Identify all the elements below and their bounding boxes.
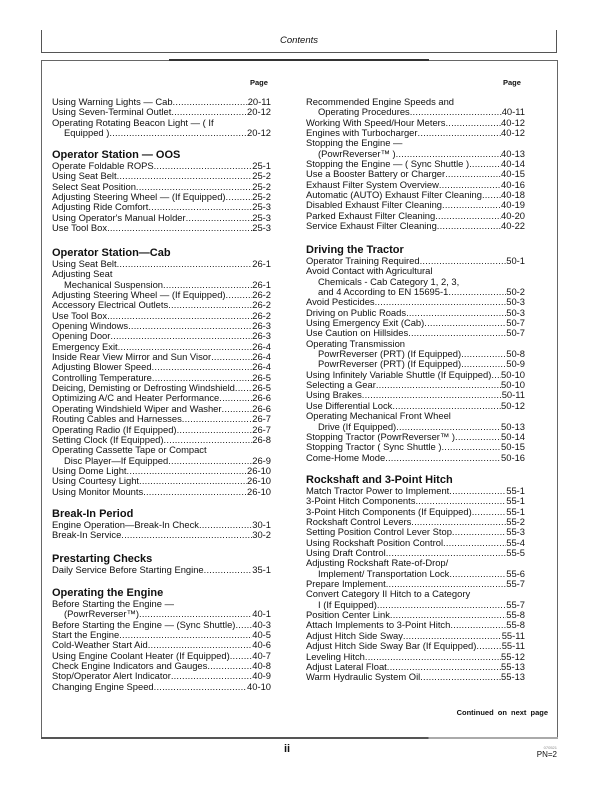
entry-page-number: 26-1 (252, 278, 271, 290)
entry-title: PowrReverser (PRT) (If Equipped) (318, 348, 462, 360)
entry-page-number: 40-14 (501, 158, 525, 170)
entry-title: (PowrReverser™ ) (318, 147, 396, 159)
entry-title: PowrReverser (PRT) (If Equipped) (318, 358, 462, 370)
entry-title: Operating Procedures (318, 106, 410, 118)
entry-title: Disabled Exhaust Filter Cleaning (306, 199, 443, 211)
dot-leader (476, 641, 501, 651)
entry-page-number: 26-5 (252, 371, 271, 383)
entry-title: Warm Hydraulic System Oil (306, 671, 421, 683)
entry-title: Check Engine Indicators and Gauges (52, 660, 208, 672)
entry-page-number: 55-1 (506, 505, 525, 517)
entry-title: Using Operator's Manual Holder (52, 211, 186, 223)
entry-page-number: 55-8 (506, 609, 525, 621)
dot-leader (385, 453, 501, 463)
toc-section (52, 97, 271, 138)
dot-leader (437, 221, 501, 231)
toc-section (52, 247, 271, 497)
toc-section (306, 474, 525, 683)
dot-leader (107, 223, 252, 233)
entry-title: Use Differential Lock (306, 399, 393, 411)
frame-top-rule (169, 59, 429, 61)
dot-leader (455, 432, 501, 442)
entry-page-number: 55-7 (506, 578, 525, 590)
section-heading: Operating the Engine (52, 587, 164, 599)
entry-page-number: 40-10 (247, 680, 271, 692)
dot-leader (418, 128, 501, 138)
dot-leader (445, 169, 501, 179)
dot-leader (461, 349, 506, 359)
page-column-label-left: Page (250, 78, 268, 87)
entry-title: Engines with Turbocharger (306, 127, 418, 139)
entry-page-number: 40-16 (501, 178, 525, 190)
entry-page-number: 55-3 (506, 526, 525, 538)
entry-title: Operating Mechanical Front Wheel (306, 410, 451, 422)
section-heading: Operator Station—Cab (52, 247, 171, 259)
entry-page-number: 55-2 (506, 516, 525, 528)
entry-page-number: 26-4 (252, 351, 271, 363)
dot-leader (420, 256, 507, 266)
entry-page-number: 26-7 (252, 413, 271, 425)
toc-entry[interactable] (52, 476, 271, 486)
dot-leader (128, 321, 252, 331)
toc-entry[interactable] (52, 682, 271, 692)
entry-title: Operating Windshield Wiper and Washer (52, 402, 222, 414)
dot-leader (173, 97, 248, 107)
entry-page-number: 55-8 (506, 619, 525, 631)
dot-leader (211, 352, 252, 362)
dot-leader (235, 383, 252, 393)
dot-leader (168, 456, 252, 466)
toc-section (306, 97, 525, 231)
entry-page-number: 50-14 (501, 430, 525, 442)
entry-title: Drive (If Equipped) (318, 420, 397, 432)
entry-page-number: 50-3 (506, 306, 525, 318)
entry-page-number: 26-3 (252, 330, 271, 342)
entry-title: Use Tool Box (52, 222, 108, 234)
entry-page-number: 26-1 (252, 258, 271, 269)
dot-leader (109, 128, 247, 138)
toc-entry[interactable] (306, 672, 525, 682)
entry-title: Using Seven-Terminal Outlet (52, 106, 172, 118)
entry-title: (PowrReverser™) (64, 608, 140, 620)
entry-page-number: 50-7 (506, 317, 525, 329)
toc-entry[interactable] (306, 453, 525, 463)
frame-bottom-rule (41, 737, 558, 739)
entry-title: Using Engine Coolant Heater (If Equipped) (52, 649, 230, 661)
entry-title: Using Brakes (306, 389, 362, 401)
section-heading: Operator Station — OOS (52, 149, 181, 161)
entry-page-number: 40-5 (252, 629, 271, 641)
dot-leader (117, 171, 253, 181)
section-heading: Rockshaft and 3-Point Hitch (306, 474, 453, 486)
toc-entry[interactable] (52, 530, 271, 540)
entry-title: Using Draft Control (306, 547, 386, 559)
dot-leader (376, 380, 501, 390)
toc-section (52, 553, 271, 575)
entry-page-number: 40-18 (501, 189, 525, 201)
entry-page-number: 40-11 (501, 106, 525, 118)
entry-page-number: 50-7 (506, 327, 525, 339)
entry-title: Break-In Service (52, 529, 122, 541)
entry-title: Implement/ Transportation Lock (318, 567, 450, 579)
entry-title: Stopping Tractor ( Sync Shuttle ) (306, 441, 442, 453)
dot-leader (377, 600, 506, 610)
dot-leader (449, 486, 506, 496)
continued-note: Continued on next page (456, 708, 548, 717)
dot-leader (107, 311, 252, 321)
entry-page-number: 26-7 (252, 423, 271, 435)
entry-title: Opening Door (52, 330, 111, 342)
toc-entry[interactable] (52, 445, 271, 455)
dot-leader (226, 192, 253, 202)
dot-leader (226, 290, 253, 300)
entry-page-number: 20-11 (247, 96, 271, 107)
dot-leader (117, 259, 253, 269)
dot-leader (177, 425, 253, 435)
entry-page-number: 26-4 (252, 361, 271, 373)
entry-page-number: 50-12 (501, 399, 525, 411)
entry-page-number: 55-6 (506, 567, 525, 579)
entry-page-number: 40-13 (501, 147, 525, 159)
entry-page-number: 35-1 (252, 564, 271, 575)
page-folio: ii (284, 743, 291, 755)
entry-page-number: 50-8 (506, 348, 525, 360)
dot-leader (441, 442, 501, 452)
entry-title: Leveling Hitch (306, 650, 365, 662)
entry-title: Operating Rotating Beacon Light — ( If (52, 116, 214, 128)
entry-title: Operating Transmission (306, 337, 405, 349)
entry-title: Setting Position Control Lever Stop (306, 526, 452, 538)
entry-title: Chemicals - Cab Category 1, 2, 3, (318, 275, 460, 287)
entry-title: Adjusting Ride Comfort (52, 201, 149, 213)
dot-leader (154, 682, 247, 692)
entry-title: Operator Training Required (306, 255, 420, 266)
entry-title: Start the Engine (52, 629, 120, 641)
entry-page-number: 26-8 (252, 433, 271, 445)
entry-title: Stopping Tractor (PowrReverser™ ) (306, 430, 456, 442)
header-title: Contents (279, 35, 319, 46)
page-column-label-right: Page (503, 78, 521, 87)
dot-leader (186, 213, 253, 223)
entry-title: Select Seat Position (52, 180, 136, 192)
entry-title: Using Warning Lights — Cab (52, 96, 173, 107)
entry-page-number: 55-11 (501, 640, 525, 652)
entry-page-number: 26-2 (252, 309, 271, 321)
entry-page-number: 55-13 (501, 671, 525, 683)
entry-page-number: 26-10 (247, 485, 271, 497)
entry-title: 3-Point Hitch Components (If Equipped) (306, 505, 472, 517)
entry-page-number: 50-10 (501, 368, 525, 380)
entry-page-number: 25-2 (252, 180, 271, 192)
entry-title: Stopping the Engine — ( Sync Shuttle ) (306, 158, 470, 170)
toc-entry[interactable] (306, 442, 525, 452)
entry-page-number: 50-16 (501, 451, 525, 463)
entry-title: Working With Speed/Hour Meters (306, 116, 446, 128)
dot-leader (222, 404, 253, 414)
toc-section (52, 149, 271, 233)
entry-page-number: 40-1 (252, 608, 271, 620)
dot-leader (204, 565, 253, 575)
dot-leader (139, 476, 247, 486)
entry-title: Adjusting Blower Speed (52, 361, 152, 373)
entry-page-number: 25-1 (252, 160, 271, 171)
entry-title: Match Tractor Power to Implement (306, 485, 450, 496)
entry-title: Automatic (AUTO) Exhaust Filter Cleaning (306, 189, 482, 201)
entry-title: Avoid Pesticides (306, 296, 375, 308)
entry-title: Before Starting the Engine — (Sync Shuttle) (52, 618, 236, 630)
entry-title: Using Courtesy Light (52, 475, 140, 487)
entry-title: Routing Cables and Harnesses (52, 413, 182, 425)
entry-title: Avoid Contact with Agricultural (306, 265, 433, 277)
dot-leader (469, 159, 501, 169)
dot-leader (182, 414, 252, 424)
entry-title: Adjusting Steering Wheel — (If Equipped) (52, 289, 226, 301)
entry-title: Use a Booster Battery or Charger (306, 168, 446, 180)
entry-page-number: 25-3 (252, 222, 271, 234)
dot-leader (171, 671, 252, 681)
entry-page-number: 26-2 (252, 289, 271, 301)
entry-title: Operating Cassette Tape or Compact (52, 444, 207, 456)
entry-page-number: 50-9 (506, 358, 525, 370)
entry-page-number: 55-7 (506, 598, 525, 610)
page-number-code: PN=2 (536, 750, 557, 759)
toc-entry[interactable] (306, 411, 525, 421)
entry-title: Cold-Weather Start Aid (52, 639, 148, 651)
entry-page-number: 50-3 (506, 296, 525, 308)
dot-leader (482, 190, 501, 200)
entry-page-number: 25-3 (252, 201, 271, 213)
entry-page-number: 50-11 (501, 389, 525, 401)
entry-page-number: 25-2 (252, 191, 271, 203)
entry-title: Optimizing A/C and Heater Performance (52, 392, 220, 404)
entry-title: Use Caution on Hillsides (306, 327, 409, 339)
entry-title: Convert Category II Hitch to a Category (306, 588, 471, 600)
entry-title: Stop/Operator Alert Indicator (52, 670, 171, 682)
entry-title: Adjusting Rockshaft Rate-of-Drop/ (306, 557, 449, 569)
entry-title: Adjusting Seat (52, 268, 113, 280)
entry-title: Rockshaft Control Levers (306, 516, 412, 528)
entry-page-number: 55-1 (506, 485, 525, 496)
entry-page-number: 50-15 (501, 441, 525, 453)
entry-title: Disc Player—If Equipped (64, 454, 169, 466)
entry-title: Using Dome Light (52, 464, 127, 476)
entry-page-number: 26-10 (247, 464, 271, 476)
dot-leader (445, 118, 501, 128)
dot-leader (448, 287, 506, 297)
toc-section (52, 508, 271, 541)
entry-title: Selecting a Gear (306, 379, 376, 391)
entry-title: Using Seat Belt (52, 258, 117, 269)
entry-title: Deicing, Demisting or Defrosting Windshield (52, 382, 235, 394)
entry-page-number: 55-12 (501, 650, 525, 662)
entry-page-number: 26-2 (252, 299, 271, 311)
entry-page-number: 26-9 (252, 454, 271, 466)
entry-page-number: 55-1 (506, 495, 525, 507)
dot-leader (199, 520, 252, 530)
section-heading: Break-In Period (52, 508, 134, 520)
entry-title: Using Rockshaft Position Control (306, 536, 444, 548)
dot-leader (435, 211, 501, 221)
entry-title: Attach Implements to 3-Point Hitch (306, 619, 451, 631)
entry-title: Accessory Electrical Outlets (52, 299, 169, 311)
entry-title: Opening Windows (52, 320, 129, 332)
entry-page-number: 40-12 (501, 116, 525, 128)
entry-page-number: 26-10 (247, 475, 271, 487)
entry-page-number: 50-10 (501, 379, 525, 391)
toc-entry[interactable] (306, 641, 525, 651)
entry-page-number: 50-13 (501, 420, 525, 432)
entry-title: Using Emergency Exit (Cab) (306, 317, 425, 329)
doc-code: 070521 (543, 745, 557, 750)
entry-title: Prepare Implement (306, 578, 386, 590)
dot-leader (491, 370, 501, 380)
dot-leader (168, 300, 252, 310)
entry-title: Position Center Link (306, 609, 390, 621)
dot-leader (452, 527, 506, 537)
entry-title: Adjust Hitch Side Sway Bar (If Equipped) (306, 640, 477, 652)
entry-page-number: 40-8 (252, 660, 271, 672)
entry-page-number: 55-13 (501, 660, 525, 672)
entry-page-number: 40-19 (501, 199, 525, 211)
entry-title: Engine Operation—Break-In Check (52, 519, 199, 530)
entry-title: Controlling Temperature (52, 371, 152, 383)
entry-title: Equipped ) (64, 127, 110, 139)
toc-entry[interactable] (52, 414, 271, 424)
entry-page-number: 50-1 (506, 255, 525, 266)
entry-page-number: 40-3 (252, 618, 271, 630)
toc-entry[interactable] (52, 487, 271, 497)
dot-leader (472, 507, 507, 517)
entry-title: Using Seat Belt (52, 170, 117, 182)
dot-leader (143, 487, 247, 497)
entry-page-number: 40-22 (501, 220, 525, 232)
dot-leader (408, 328, 506, 338)
entry-page-number: 30-1 (252, 519, 271, 530)
dot-leader (420, 672, 501, 682)
dot-leader (207, 661, 252, 671)
dot-leader (442, 200, 501, 210)
entry-page-number: 26-6 (252, 392, 271, 404)
entry-title: Changing Engine Speed (52, 680, 154, 692)
entry-title: 3-Point Hitch Components (306, 495, 416, 507)
entry-title: Parked Exhaust Filter Cleaning (306, 209, 436, 221)
dot-leader (121, 530, 252, 540)
entry-page-number: 30-2 (252, 529, 271, 541)
entry-title: Driving on Public Roads (306, 306, 407, 318)
entry-title: Setting Clock (If Equipped) (52, 433, 164, 445)
entry-title: Exhaust Filter System Overview (306, 178, 439, 190)
entry-page-number: 20-12 (247, 127, 271, 139)
section-heading: Driving the Tractor (306, 244, 404, 256)
entry-page-number: 50-2 (506, 286, 525, 298)
entry-page-number: 55-11 (501, 629, 525, 641)
section-heading: Prestarting Checks (52, 553, 153, 565)
entry-title: Before Starting the Engine — (52, 598, 174, 609)
entry-title: Use Tool Box (52, 309, 108, 321)
toc-entry[interactable] (52, 565, 271, 575)
entry-page-number: 40-15 (501, 168, 525, 180)
toc-entry[interactable] (306, 221, 525, 231)
entry-title: Service Exhaust Filter Cleaning (306, 220, 437, 232)
entry-page-number: 26-6 (252, 402, 271, 414)
entry-title: Come-Home Mode (306, 451, 386, 463)
dot-leader (424, 318, 506, 328)
entry-title: and 4 According to EN 15695-1 (318, 286, 449, 298)
dot-leader (219, 393, 252, 403)
dot-leader (230, 651, 253, 661)
entry-page-number: 26-3 (252, 320, 271, 332)
entry-title: Using Infinitely Variable Shuttle (If Equipped) (306, 368, 492, 380)
entry-title: Recommended Engine Speeds and (306, 96, 455, 107)
entry-page-number: 26-4 (252, 340, 271, 352)
entry-page-number: 40-6 (252, 639, 271, 651)
entry-page-number: 25-2 (252, 170, 271, 182)
entry-page-number: 20-12 (247, 106, 271, 118)
dot-leader (235, 620, 252, 630)
toc-section (306, 244, 525, 463)
entry-title: Operate Foldable ROPS (52, 160, 154, 171)
toc-entry[interactable] (52, 223, 271, 233)
entry-title: Inside Rear View Mirror and Sun Visor (52, 351, 212, 363)
entry-page-number: 25-3 (252, 211, 271, 223)
running-header (41, 30, 557, 53)
dot-leader (152, 362, 253, 372)
toc-section (52, 587, 271, 692)
entry-title: Stopping the Engine — (306, 137, 403, 149)
entry-page-number: 40-7 (252, 649, 271, 661)
entry-title: Emergency Exit (52, 340, 118, 352)
entry-title: Using Monitor Mounts (52, 485, 144, 497)
dot-leader (154, 161, 253, 171)
entry-title: I (If Equipped) (318, 598, 377, 610)
entry-title: Operating Radio (If Equipped) (52, 423, 177, 435)
entry-page-number: 40-20 (501, 209, 525, 221)
entry-page-number: 40-12 (501, 127, 525, 139)
dot-leader (449, 569, 506, 579)
entry-title: Mechanical Suspension (64, 278, 164, 290)
toc-entry[interactable] (52, 128, 271, 138)
dot-leader (443, 538, 506, 548)
dot-leader (127, 466, 248, 476)
entry-title: Daily Service Before Starting Engine (52, 564, 204, 575)
entry-page-number: 55-4 (506, 536, 525, 548)
entry-page-number: 55-5 (506, 547, 525, 559)
dot-leader (110, 331, 252, 341)
dot-leader (450, 620, 506, 630)
entry-title: Adjusting Steering Wheel — (If Equipped) (52, 191, 226, 203)
entry-title: Adjust Hitch Side Sway (306, 629, 403, 641)
entry-page-number: 26-5 (252, 382, 271, 394)
entry-page-number: 40-9 (252, 670, 271, 682)
entry-title: Adjust Lateral Float (306, 660, 387, 672)
